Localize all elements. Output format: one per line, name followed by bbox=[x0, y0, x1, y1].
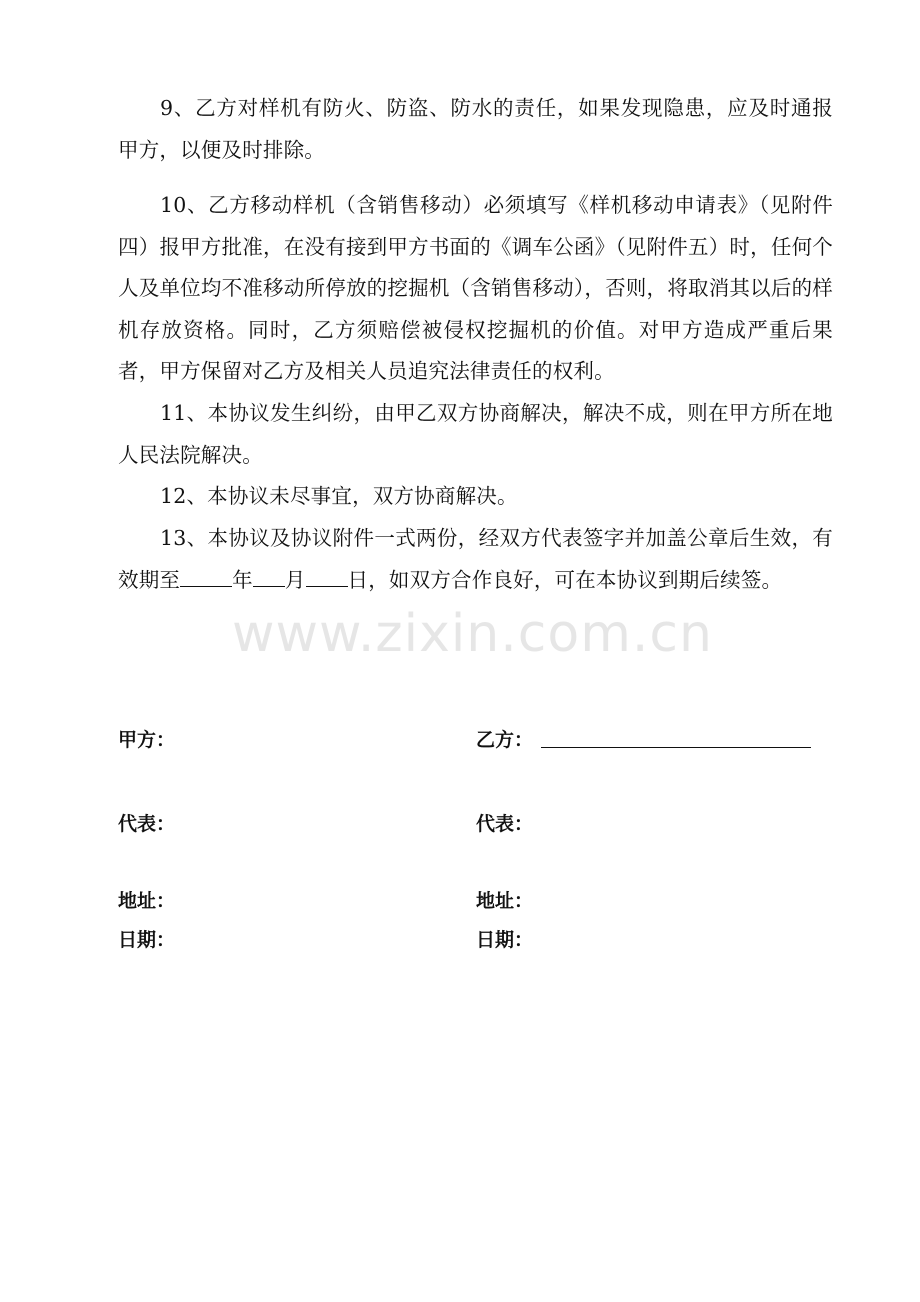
expiry-year-blank bbox=[180, 568, 232, 587]
date-b-label: 日期： bbox=[476, 929, 534, 951]
year-label: 年 bbox=[232, 567, 253, 592]
clause-9: 9、乙方对样机有防火、防盗、防水的责任，如果发现隐患，应及时通报甲方，以便及时排除。 bbox=[118, 96, 833, 162]
clause-10: 10、乙方移动样机（含销售移动）必须填写《样机移动申请表》（见附件四）报甲方批准，在没有接到甲方书面的《调车公函》（见附件五）时，任何个人及单位均不准移动所停放的挖掘机（含销售移动），否则，将取消其以后的样机存放资格。同时，乙方须赔偿被侵权挖掘机的价值。对甲方造成严重后果者，甲方保留对乙方及相关人员追究法律责任的权利。 bbox=[118, 193, 833, 383]
party-a-label: 甲方： bbox=[118, 729, 176, 751]
month-label: 月 bbox=[284, 567, 306, 592]
address-b-label: 地址： bbox=[476, 890, 534, 912]
rep-b-label: 代表： bbox=[476, 813, 534, 835]
clause-13-text-a: 13、本协议及协议附件一式两份，经双方代表签字并加盖公章后生效，有效期至 bbox=[118, 526, 833, 592]
clause-13-text-b: 日，如双方合作良好，可在本协议到期后续签。 bbox=[347, 567, 783, 592]
address-a-label: 地址： bbox=[118, 890, 176, 912]
party-b-label: 乙方： bbox=[476, 729, 534, 751]
watermark: www.zixin.com.cn bbox=[232, 604, 713, 664]
clause-11: 11、本协议发生纠纷，由甲乙双方协商解决，解决不成，则在甲方所在地人民法院解决。 bbox=[118, 401, 833, 467]
clause-13 bbox=[118, 518, 833, 601]
rep-a-label: 代表： bbox=[118, 813, 176, 835]
expiry-month-blank bbox=[253, 568, 285, 587]
clause-12: 12、本协议未尽事宜，双方协商解决。 bbox=[160, 484, 518, 508]
date-a-label: 日期： bbox=[118, 929, 176, 951]
expiry-day-blank bbox=[306, 568, 348, 587]
party-b-signature-line bbox=[541, 747, 811, 748]
